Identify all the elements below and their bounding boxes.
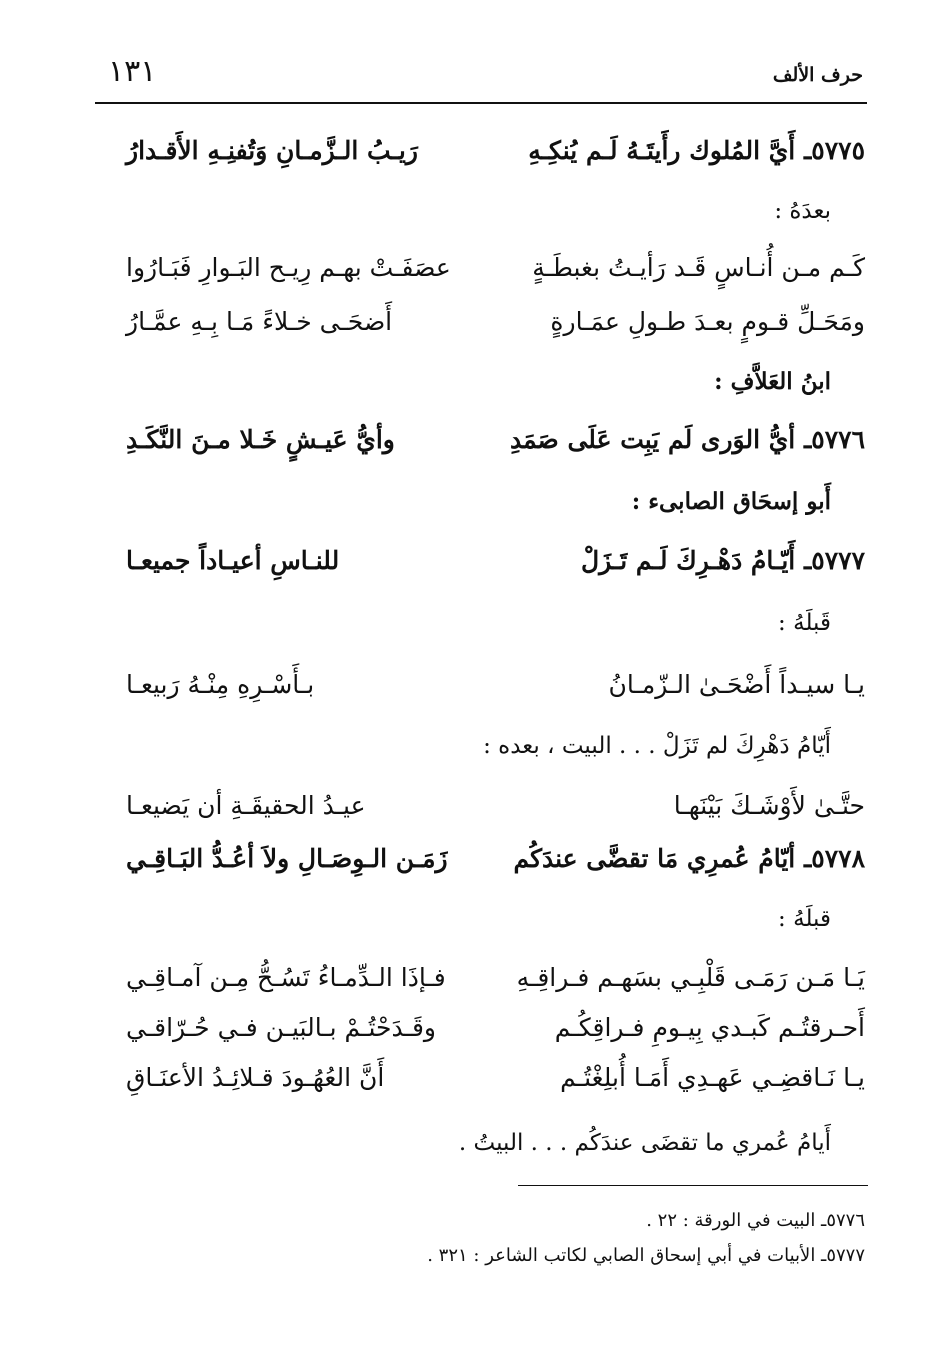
poet-name-ibn-al-allaf: ابنُ العَلاَّفِ :	[714, 368, 831, 395]
verse-5775-second-hemistich: رَيـبُ الـزَّمـانِ وَتُفنِـهِ الأَقـدارُ	[126, 136, 418, 165]
couplet-4-line-2-first: أَحـرقتُـم كَبـدي بِيـومِ فـراقِكُـم	[554, 1013, 865, 1042]
intro-reference: أَيّامُ دَهْرِكَ لم تَزَلْ . . . البيت ، بعده :	[483, 733, 831, 759]
intro-before: قَبلَهُ :	[778, 610, 831, 636]
couplet-4-line-3-second: أَنَّ العُهُـودَ قـلائِـدُ الأعنَـاقِ	[126, 1063, 385, 1092]
verse-5777-first-hemistich: ٥٧٧٧ـ أَيّـامُ دَهْـرِكَ لَـم تَـزَلْ	[580, 546, 865, 575]
couplet-3-second: عيـدُ الحقيقَـةِ أن يَضيعـا	[126, 791, 366, 820]
couplet-3-first: حتَّـىٰ لأَوْشَـكَ بَيْنَهـا	[673, 791, 865, 820]
verse-5777-second-hemistich: للنـاسِ أعيـاداً جميعـا	[126, 546, 340, 575]
couplet-line-1-second: عصَفَـتْ بهـم رِيـح البَـوارِ فَبَـارُوا	[126, 253, 451, 282]
poet-name-al-sabi: أَبو إسحَاق الصابىء :	[631, 488, 831, 515]
verse-5778-first-hemistich: ٥٧٧٨ـ أيّامُ عُمرِي مَا تقضَّى عندَكُم	[513, 844, 865, 873]
couplet-4-line-1-first: يَـا مَـن رَمَـى قَلْبِـي بسَهـم فـراقِـهِ	[516, 963, 865, 992]
intro-after: بعدَهُ :	[774, 198, 831, 224]
couplet-4-line-2-second: وقَـدَحْتُـمْ بـالبَيـن فـي حُـرّاقـي	[126, 1013, 436, 1042]
couplet-line-2-second: أَضحَـى خـلاءً مَـا بِـهِ عمَّـارُ	[126, 307, 393, 336]
header-rule	[95, 102, 867, 104]
verse-5776-first-hemistich: ٥٧٧٦ـ أيُّ الوَرى لَم يَبِت عَلَى صَمَدِ	[509, 425, 865, 454]
verse-5776-second-hemistich: وأيُّ عَيـشٍ خَـلا مـنَ النَّكَـدِ	[126, 425, 395, 454]
couplet-2-first: يـا سيـداً أَضْحَـىٰ الـزّمـانُ	[608, 670, 865, 699]
couplet-2-second: بـأَسْـرِهِ مِنْـهُ رَبيعـا	[126, 670, 315, 699]
footnote-rule	[518, 1185, 868, 1186]
couplet-line-2-first: ومَحَـلِّ قـومٍ بعـدَ طـولِ عمَـارةٍ	[550, 307, 865, 336]
closing-reference: أَيامُ عُمري ما تقضَى عندَكُم . . . البيتُ .	[458, 1130, 831, 1156]
couplet-line-1-first: كَـم مـن أُنـاسٍ قَـد رَأيـتُ بغبطَـةٍ	[532, 253, 865, 282]
section-title: حرف الألف	[772, 64, 863, 86]
verse-5778-second-hemistich: زَمَـن الـوِصَـالِ ولاَ أعُـدُّ البَـاقِـي	[126, 844, 448, 873]
footnote-5777: ٥٧٧٧ـ الأبيات في أبي إسحاق الصابي لكاتب الشاعر : ٣٢١ .	[427, 1245, 865, 1266]
couplet-4-line-3-first: يـا نَـاقضِـي عَهـدِي أَمَـا أُبلِغْتُـم	[560, 1063, 865, 1092]
footnote-5776: ٥٧٧٦ـ البيت في الورقة : ٢٢ .	[646, 1210, 865, 1231]
intro-before-2: قبلَهُ :	[778, 906, 831, 932]
couplet-4-line-1-second: فـإذَا الـدِّمـاءُ تَسُـحُّ مِـن آمـاقِـي	[126, 963, 446, 992]
verse-5775-first-hemistich: ٥٧٧٥ـ أَيَّ المُلوك رأَيتَـهُ لَـم يُنكِـهِ	[528, 136, 865, 165]
page-number: ١٣١	[108, 54, 157, 89]
